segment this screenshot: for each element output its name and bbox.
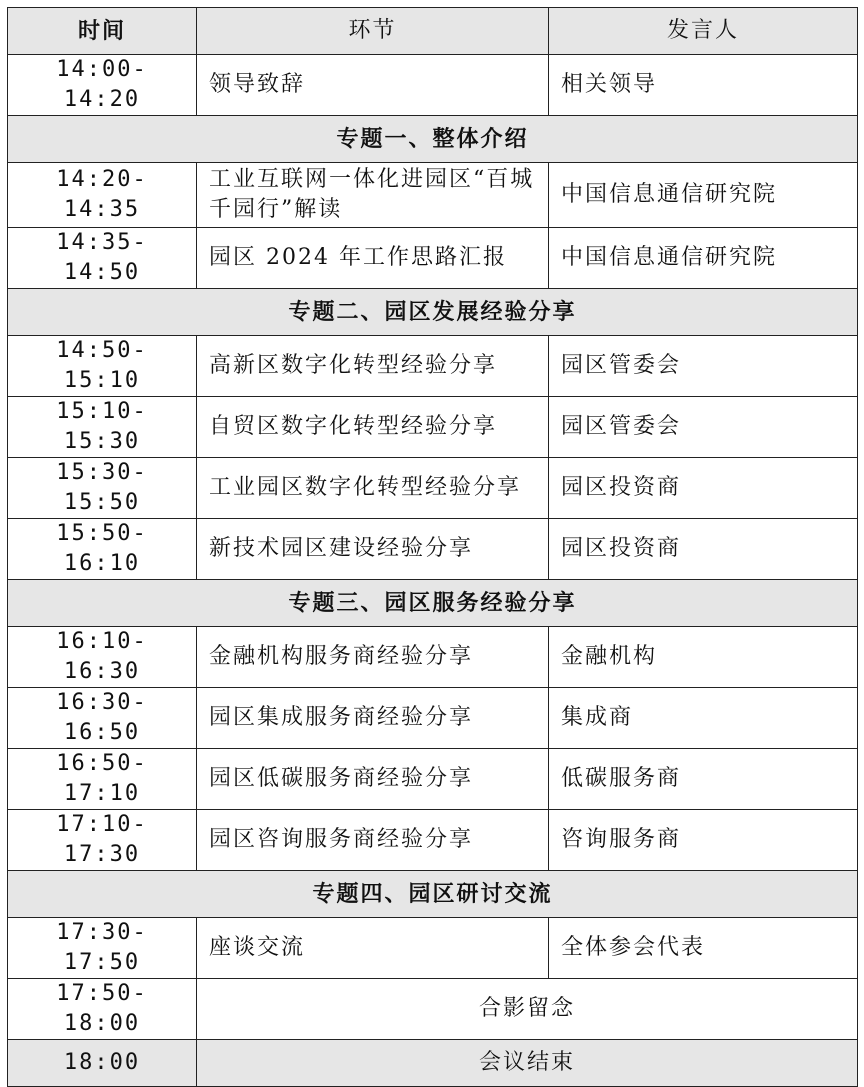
table-row bbox=[8, 810, 858, 871]
time-cell: 14:00-14:20 bbox=[8, 55, 197, 116]
table-row bbox=[8, 228, 858, 289]
time-cell: 18:00 bbox=[8, 1040, 197, 1087]
speaker-cell: 园区管委会 bbox=[549, 397, 858, 458]
header-session: 环节 bbox=[197, 8, 549, 55]
section-row bbox=[8, 871, 858, 918]
speaker-cell: 园区投资商 bbox=[549, 458, 858, 519]
session-cell: 领导致辞 bbox=[197, 55, 549, 116]
speaker-cell: 中国信息通信研究院 bbox=[549, 163, 858, 228]
table-row bbox=[8, 627, 858, 688]
section-title: 专题四、园区研讨交流 bbox=[8, 871, 858, 918]
time-cell: 15:30-15:50 bbox=[8, 458, 197, 519]
session-cell: 高新区数字化转型经验分享 bbox=[197, 336, 549, 397]
session-cell: 园区 2024 年工作思路汇报 bbox=[197, 228, 549, 289]
speaker-cell: 金融机构 bbox=[549, 627, 858, 688]
session-cell: 座谈交流 bbox=[197, 918, 549, 979]
table-row bbox=[8, 336, 858, 397]
section-title: 专题一、整体介绍 bbox=[8, 116, 858, 163]
table-row bbox=[8, 397, 858, 458]
speaker-cell: 园区投资商 bbox=[549, 519, 858, 580]
speaker-cell: 低碳服务商 bbox=[549, 749, 858, 810]
session-cell: 自贸区数字化转型经验分享 bbox=[197, 397, 549, 458]
table-row bbox=[8, 519, 858, 580]
header-time: 时间 bbox=[8, 8, 197, 55]
time-cell: 14:20-14:35 bbox=[8, 163, 197, 228]
session-cell: 园区集成服务商经验分享 bbox=[197, 688, 549, 749]
merged-cell: 会议结束 bbox=[197, 1040, 858, 1087]
section-row bbox=[8, 116, 858, 163]
table-header-row bbox=[8, 8, 858, 55]
table-row bbox=[8, 55, 858, 116]
speaker-cell: 相关领导 bbox=[549, 55, 858, 116]
session-cell: 工业互联网一体化进园区“百城千园行”解读 bbox=[197, 163, 549, 228]
time-cell: 17:50-18:00 bbox=[8, 979, 197, 1040]
merged-cell: 合影留念 bbox=[197, 979, 858, 1040]
table-row bbox=[8, 749, 858, 810]
time-cell: 16:50-17:10 bbox=[8, 749, 197, 810]
table-row bbox=[8, 458, 858, 519]
table-row bbox=[8, 688, 858, 749]
speaker-cell: 集成商 bbox=[549, 688, 858, 749]
speaker-cell: 园区管委会 bbox=[549, 336, 858, 397]
session-cell: 金融机构服务商经验分享 bbox=[197, 627, 549, 688]
section-title: 专题三、园区服务经验分享 bbox=[8, 580, 858, 627]
speaker-cell: 咨询服务商 bbox=[549, 810, 858, 871]
table-row bbox=[8, 979, 858, 1040]
time-cell: 16:10-16:30 bbox=[8, 627, 197, 688]
time-cell: 16:30-16:50 bbox=[8, 688, 197, 749]
time-cell: 14:35-14:50 bbox=[8, 228, 197, 289]
table-row bbox=[8, 1040, 858, 1087]
section-title: 专题二、园区发展经验分享 bbox=[8, 289, 858, 336]
table-row bbox=[8, 918, 858, 979]
speaker-cell: 中国信息通信研究院 bbox=[549, 228, 858, 289]
session-cell: 园区咨询服务商经验分享 bbox=[197, 810, 549, 871]
header-speaker: 发言人 bbox=[549, 8, 858, 55]
time-cell: 15:10-15:30 bbox=[8, 397, 197, 458]
session-cell: 园区低碳服务商经验分享 bbox=[197, 749, 549, 810]
section-row bbox=[8, 580, 858, 627]
time-cell: 17:30-17:50 bbox=[8, 918, 197, 979]
session-cell: 新技术园区建设经验分享 bbox=[197, 519, 549, 580]
agenda-table bbox=[7, 7, 858, 1087]
session-cell: 工业园区数字化转型经验分享 bbox=[197, 458, 549, 519]
speaker-cell: 全体参会代表 bbox=[549, 918, 858, 979]
section-row bbox=[8, 289, 858, 336]
time-cell: 15:50-16:10 bbox=[8, 519, 197, 580]
time-cell: 14:50-15:10 bbox=[8, 336, 197, 397]
time-cell: 17:10-17:30 bbox=[8, 810, 197, 871]
table-row bbox=[8, 163, 858, 228]
